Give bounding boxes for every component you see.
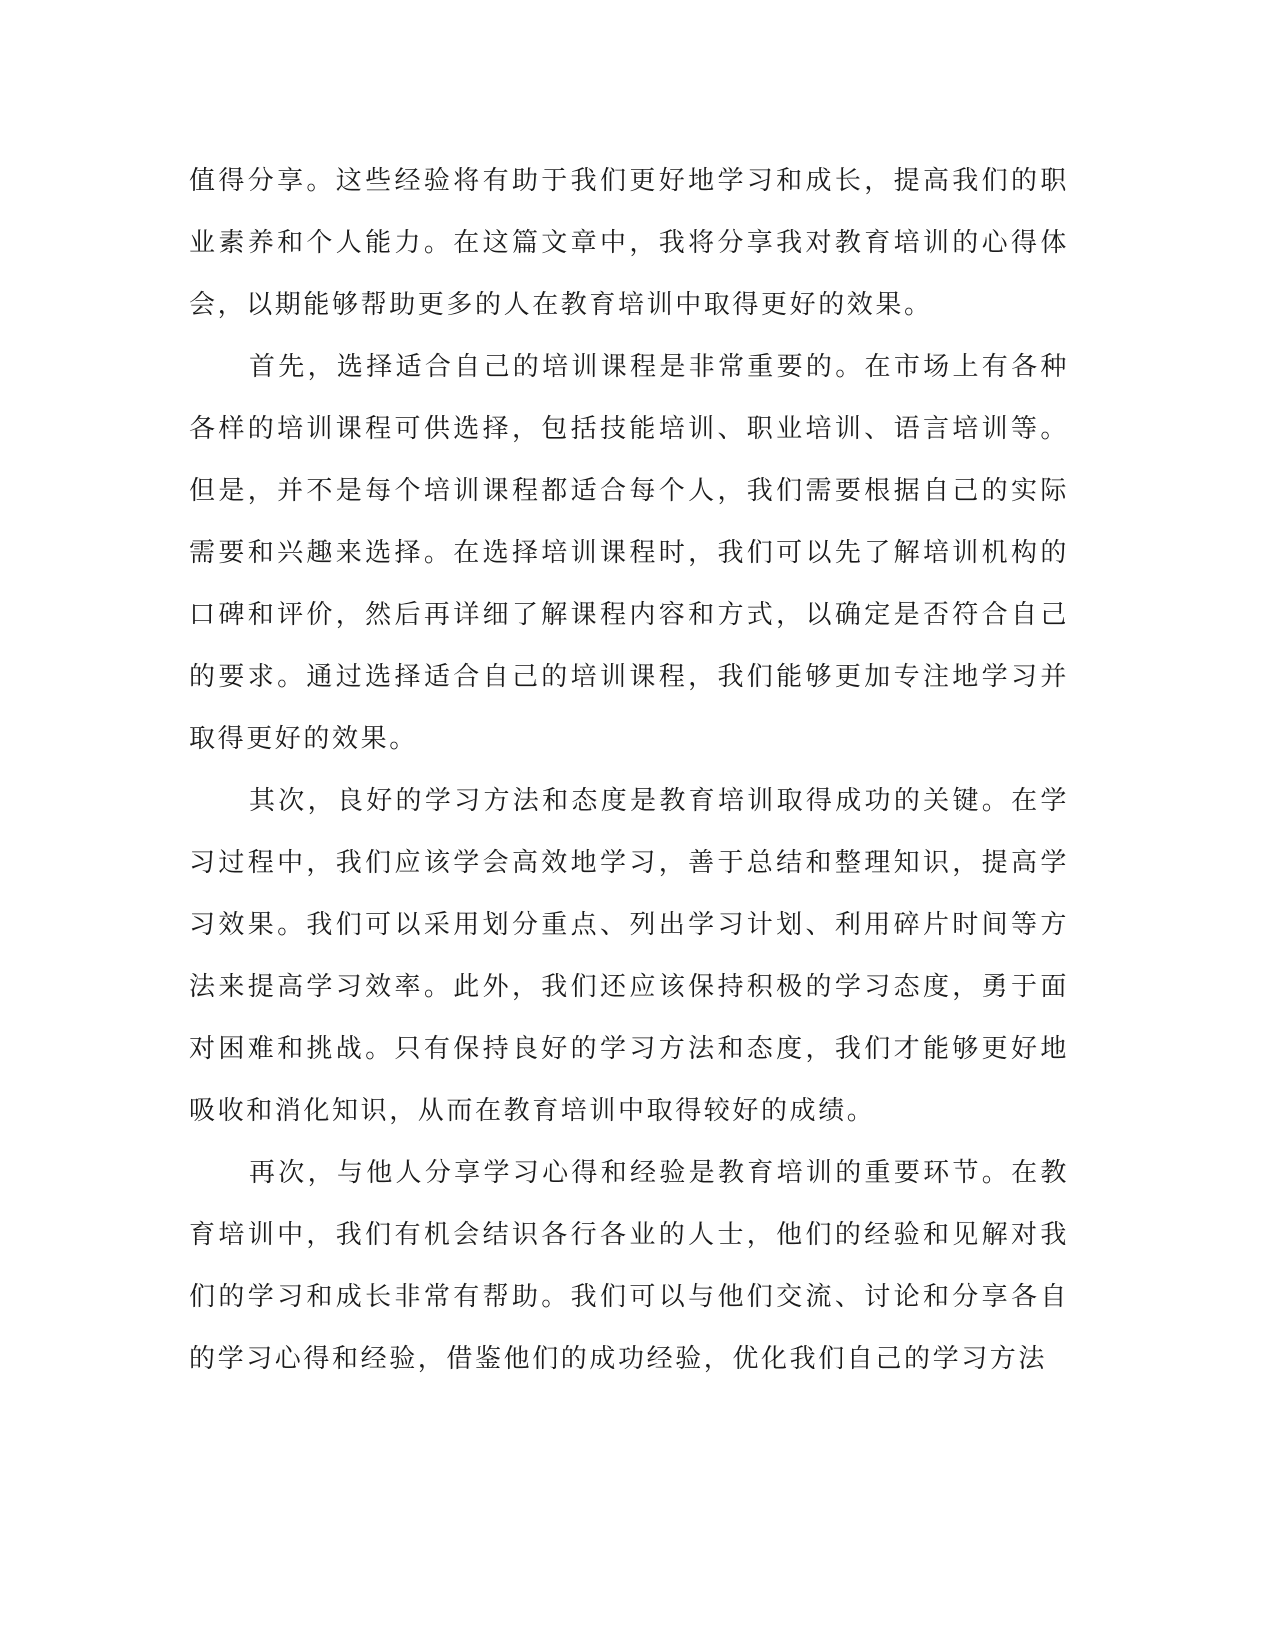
body-text bbox=[189, 150, 1069, 1390]
paragraph-4: 再次，与他人分享学习心得和经验是教育培训的重要环节。在教育培训中，我们有机会结识各行各业的人士，他们的经验和见解对我们的学习和成长非常有帮助。我们可以与他们交流、讨论和分享各自的学习心得和经验，借鉴他们的成功经验，优化我们自己的学习方法 bbox=[189, 1158, 1069, 1374]
paragraph-3: 其次，良好的学习方法和态度是教育培训取得成功的关键。在学习过程中，我们应该学会高效地学习，善于总结和整理知识，提高学习效果。我们可以采用划分重点、列出学习计划、利用碎片时间等方法来提高学习效率。此外，我们还应该保持积极的学习态度，勇于面对困难和挑战。只有保持良好的学习方法和态度，我们才能够更好地吸收和消化知识，从而在教育培训中取得较好的成绩。 bbox=[189, 786, 1069, 1126]
paragraph-1: 值得分享。这些经验将有助于我们更好地学习和成长，提高我们的职业素养和个人能力。在这篇文章中，我将分享我对教育培训的心得体会，以期能够帮助更多的人在教育培训中取得更好的效果。 bbox=[189, 166, 1069, 320]
paragraph-2: 首先，选择适合自己的培训课程是非常重要的。在市场上有各种各样的培训课程可供选择，包括技能培训、职业培训、语言培训等。但是，并不是每个培训课程都适合每个人，我们需要根据自己的实际需要和兴趣来选择。在选择培训课程时，我们可以先了解培训机构的口碑和评价，然后再详细了解课程内容和方式，以确定是否符合自己的要求。通过选择适合自己的培训课程，我们能够更加专注地学习并取得更好的效果。 bbox=[189, 352, 1069, 754]
